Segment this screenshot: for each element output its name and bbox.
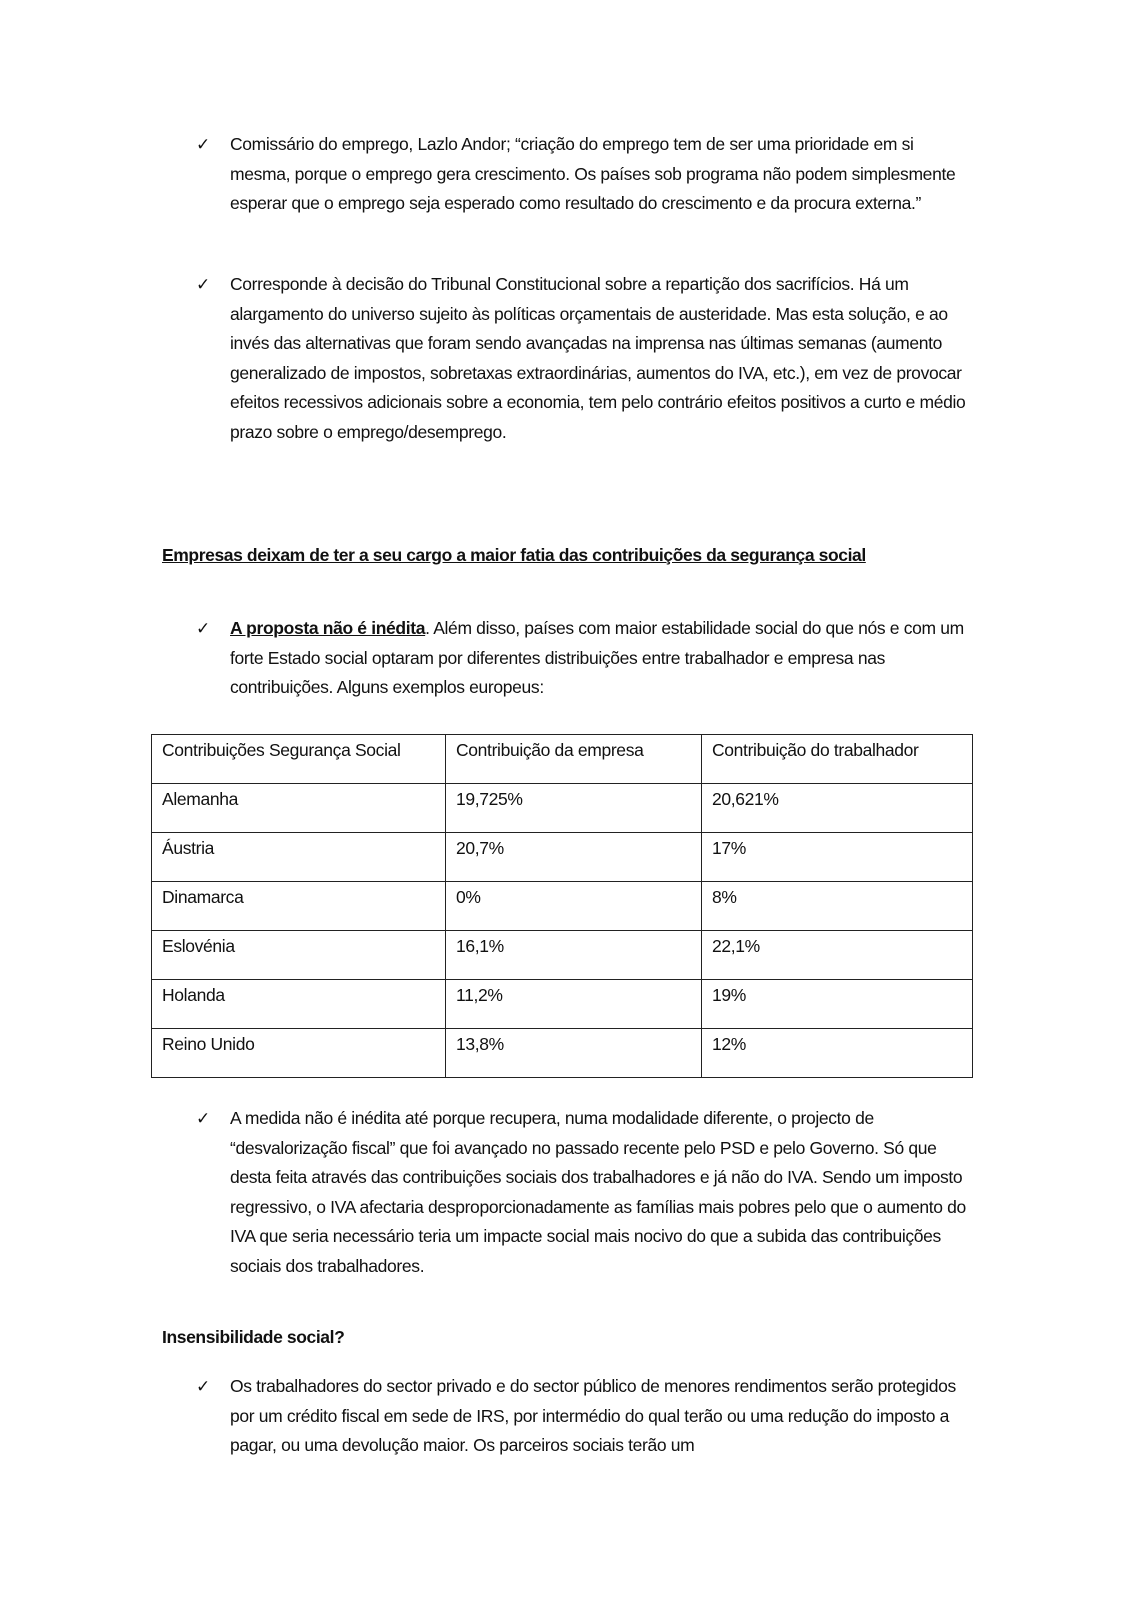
table-cell-trabalhador: 22,1% — [702, 931, 973, 980]
table-row — [152, 931, 973, 980]
bullet-medida — [196, 1104, 971, 1281]
emphasis-text: A proposta não é inédita — [230, 618, 426, 638]
bullet-proposta — [196, 614, 971, 703]
table-row — [152, 1029, 973, 1078]
table-cell-empresa: 19,725% — [446, 784, 702, 833]
bullet-text — [230, 614, 971, 703]
table-cell-trabalhador: 19% — [702, 980, 973, 1029]
table-cell-country: Holanda — [152, 980, 446, 1029]
section-heading-insensibilidade: Insensibilidade social? — [162, 1327, 345, 1347]
table-cell-country: Alemanha — [152, 784, 446, 833]
checkmark-icon: ✓ — [196, 619, 211, 638]
table-cell-empresa: 13,8% — [446, 1029, 702, 1078]
table-cell-empresa: 16,1% — [446, 931, 702, 980]
table-row — [152, 833, 973, 882]
bullet-text: A medida não é inédita até porque recupera, numa modalidade diferente, o projecto de “desvalorização fiscal” que foi avançado no passado recente pelo PSD e pelo Governo. Só que desta feita através das contribuições sociais dos trabalhadores e já não do IVA. Sendo um imposto regressivo, o IVA afectaria desproporcionadamente as famílias mais pobres pelo que o aumento do IVA que seria necessário teria um impacte social mais nocivo do que a subida das contribuições sociais dos trabalhadores. — [230, 1108, 966, 1276]
table-cell-trabalhador: 8% — [702, 882, 973, 931]
table-cell-trabalhador: 12% — [702, 1029, 973, 1078]
bullet-comissario — [196, 130, 971, 219]
table-cell-country: Áustria — [152, 833, 446, 882]
checkmark-icon: ✓ — [196, 135, 211, 154]
table-cell-trabalhador: 17% — [702, 833, 973, 882]
bullet-body: . Além disso, países com maior estabilidade social do que nós e com um forte Estado social optaram por diferentes distribuições entre trabalhador e empresa nas contribuições. Alguns exemplos europeus: — [230, 618, 964, 697]
table-cell-country: Dinamarca — [152, 882, 446, 931]
table-cell-trabalhador: 20,621% — [702, 784, 973, 833]
table-header: Contribuições Segurança Social — [152, 735, 446, 784]
section-heading-empresas: Empresas deixam de ter a seu cargo a maior fatia das contribuições da segurança social — [162, 545, 866, 565]
table-cell-country: Reino Unido — [152, 1029, 446, 1078]
table-row — [152, 784, 973, 833]
bullet-text: Os trabalhadores do sector privado e do sector público de menores rendimentos serão protegidos por um crédito fiscal em sede de IRS, por intermédio do qual terão ou uma redução do imposto a pagar, ou uma devolução maior. Os parceiros sociais terão um — [230, 1376, 956, 1455]
checkmark-icon: ✓ — [196, 275, 211, 294]
table-row — [152, 980, 973, 1029]
bullet-trabalhadores — [196, 1372, 971, 1461]
bullet-text: Corresponde à decisão do Tribunal Constitucional sobre a repartição dos sacrifícios. Há um alargamento do universo sujeito às políticas orçamentais de austeridade. Mas esta solução, e ao invés das alternativas que foram sendo avançadas na imprensa nas últimas semanas (aumento generalizado de impostos, sobretaxas extraordinárias, aumentos do IVA, etc.), em vez de provocar efeitos recessivos adicionais sobre a economia, tem pelo contrário efeitos positivos a curto e médio prazo sobre o emprego/desemprego. — [230, 274, 966, 442]
table-header: Contribuição do trabalhador — [702, 735, 973, 784]
bullet-tribunal — [196, 270, 971, 447]
table-cell-empresa: 20,7% — [446, 833, 702, 882]
contributions-table — [151, 734, 973, 1078]
checkmark-icon: ✓ — [196, 1377, 211, 1396]
bullet-text: Comissário do emprego, Lazlo Andor; “criação do emprego tem de ser uma prioridade em si mesma, porque o emprego gera crescimento. Os países sob programa não podem simplesmente esperar que o emprego seja esperado como resultado do crescimento e da procura externa.” — [230, 134, 956, 213]
table-row — [152, 882, 973, 931]
table-cell-country: Eslovénia — [152, 931, 446, 980]
table-header: Contribuição da empresa — [446, 735, 702, 784]
table-cell-empresa: 0% — [446, 882, 702, 931]
checkmark-icon: ✓ — [196, 1109, 211, 1128]
table-header-row — [152, 735, 973, 784]
table-cell-empresa: 11,2% — [446, 980, 702, 1029]
